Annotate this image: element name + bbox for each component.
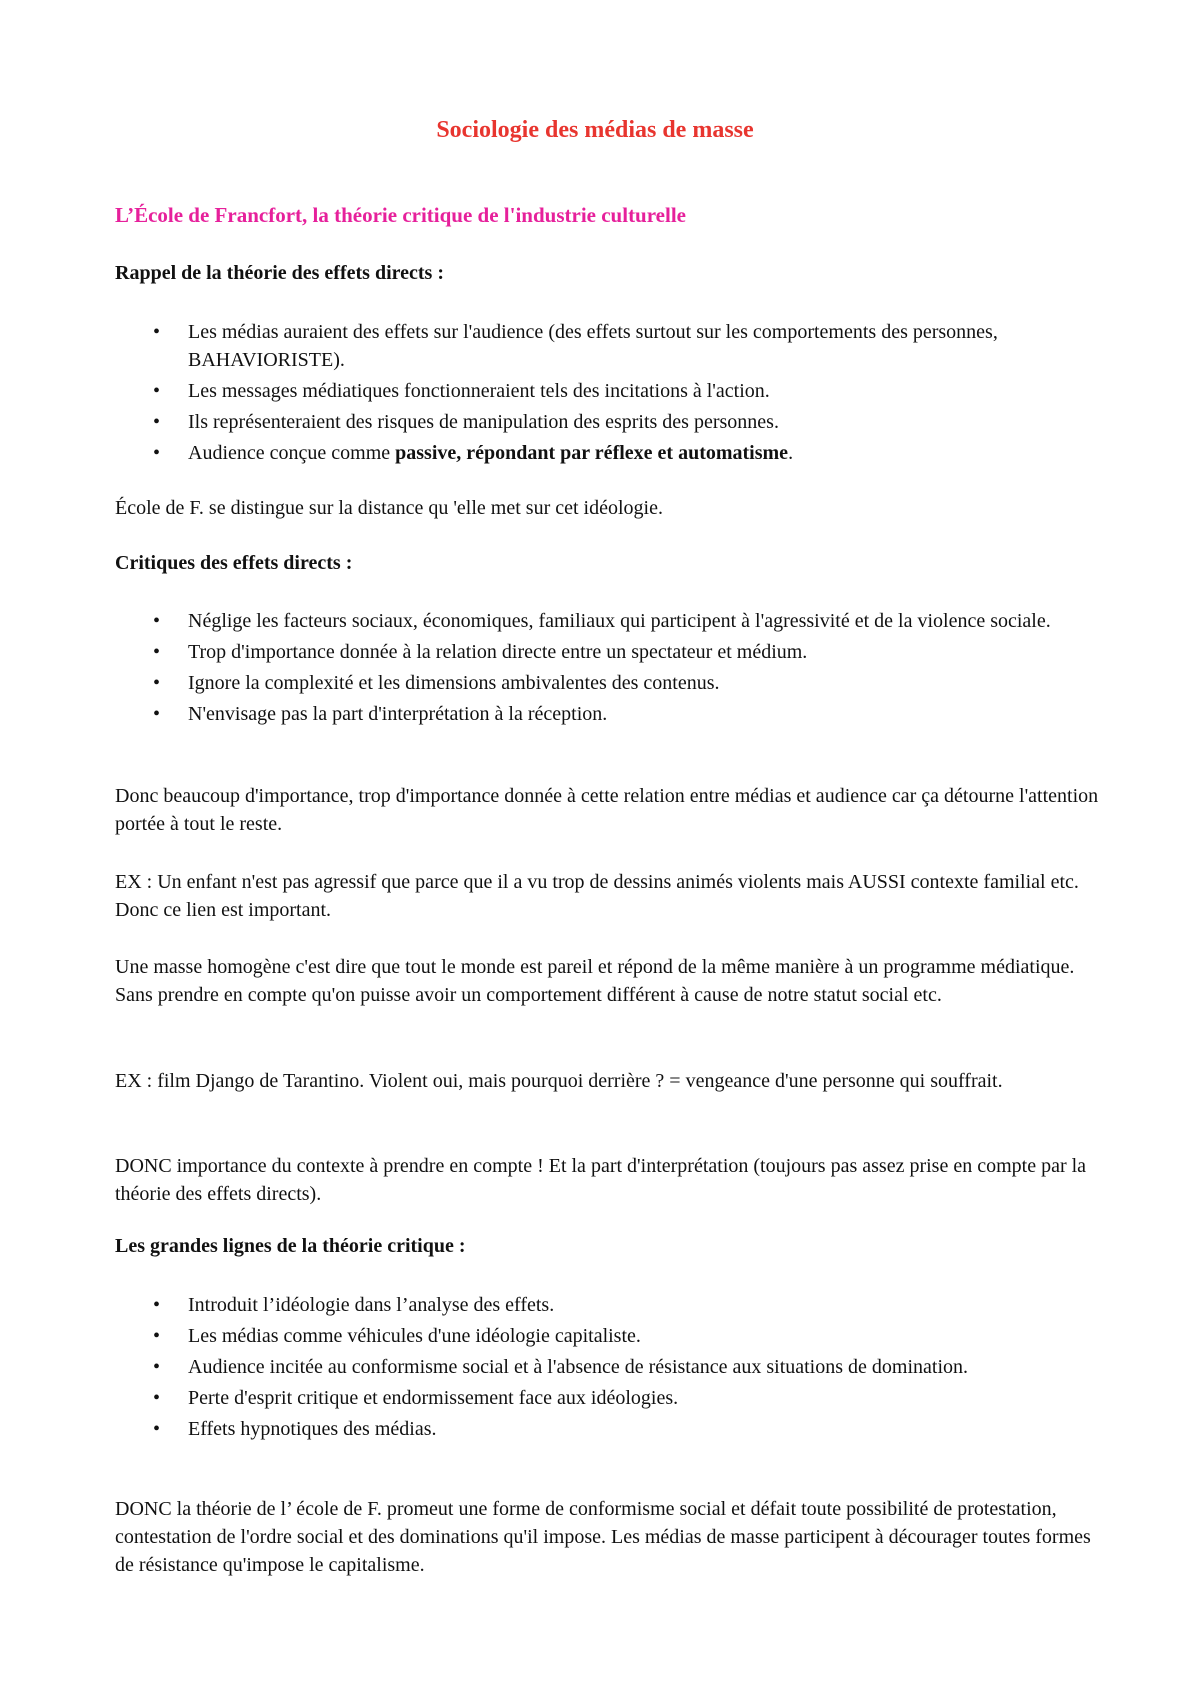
bullet-icon: • (153, 411, 161, 433)
list-item: • Perte d'esprit critique et endormissement face aux idéologies. (115, 1384, 1105, 1412)
bullet-icon: • (153, 703, 161, 725)
critiques-heading: Critiques des effets directs : (115, 552, 353, 574)
list-item: • Ignore la complexité et les dimensions ambivalentes des contenus. (115, 669, 1105, 697)
critiques-list (115, 607, 1105, 731)
paragraph: DONC importance du contexte à prendre en compte ! Et la part d'interprétation (toujours pas assez prise en compte par la théorie des effets directs). (115, 1155, 1087, 1205)
rappel-heading: Rappel de la théorie des effets directs : (115, 262, 445, 284)
grandes-lignes-heading: Les grandes lignes de la théorie critique : (115, 1235, 466, 1257)
list-item: • Effets hypnotiques des médias. (115, 1415, 1105, 1443)
emphasis-text: passive, répondant par réflexe et automatisme (395, 442, 789, 464)
paragraph: EX : Un enfant n'est pas agressif que parce que il a vu trop de dessins animés violents mais AUSSI contexte familial etc. Donc ce lien est important. (115, 871, 1079, 921)
bullet-icon: • (153, 1294, 161, 1316)
list-item: • Trop d'importance donnée à la relation directe entre un spectateur et médium. (115, 638, 1105, 666)
bullet-icon: • (153, 1356, 161, 1378)
bullet-icon: • (153, 442, 161, 464)
list-item: • N'envisage pas la part d'interprétation à la réception. (115, 700, 1105, 728)
bullet-icon: • (153, 672, 161, 694)
list-item: • Audience conçue comme passive, répondant par réflexe et automatisme. (115, 439, 1105, 467)
list-item: • Introduit l’idéologie dans l’analyse des effets. (115, 1291, 1105, 1319)
list-item: • Les messages médiatiques fonctionneraient tels des incitations à l'action. (115, 377, 1105, 405)
paragraph: Une masse homogène c'est dire que tout le monde est pareil et répond de la même manière à un programme médiatique. Sans prendre en compte qu'on puisse avoir un comportement différent à cause de notre statut social etc. (115, 956, 1075, 1006)
bullet-icon: • (153, 610, 161, 632)
conclusion-paragraph: DONC la théorie de l’ école de F. promeut une forme de conformisme social et défait toute possibilité de protestation, contestation de l'ordre social et des dominations qu'il impose. Les médias de masse participent à décourager toutes formes de résistance qu'impose le capitalisme. (115, 1498, 1091, 1576)
section-title: L’École de Francfort, la théorie critique de l'industrie culturelle (115, 203, 686, 227)
bullet-icon: • (153, 380, 161, 402)
paragraph: Donc beaucoup d'importance, trop d'importance donnée à cette relation entre médias et audience car ça détourne l'attention portée à tout le reste. (115, 785, 1099, 835)
ecole-paragraph: École de F. se distingue sur la distance qu 'elle met sur cet idéologie. (115, 497, 663, 519)
list-item: • Ils représenteraient des risques de manipulation des esprits des personnes. (115, 408, 1105, 436)
bullet-icon: • (153, 641, 161, 663)
list-item: • Les médias comme véhicules d'une idéologie capitaliste. (115, 1322, 1105, 1350)
list-item: • Les médias auraient des effets sur l'audience (des effets surtout sur les comportements des personnes, BAHAVIORISTE). (115, 318, 1105, 374)
bullet-icon: • (153, 1387, 161, 1409)
bullet-icon: • (153, 321, 161, 343)
document-title: Sociologie des médias de masse (436, 117, 754, 143)
bullet-icon: • (153, 1418, 161, 1440)
rappel-list (115, 318, 1105, 470)
paragraph: EX : film Django de Tarantino. Violent oui, mais pourquoi derrière ? = vengeance d'une personne qui souffrait. (115, 1070, 1003, 1092)
list-item: • Néglige les facteurs sociaux, économiques, familiaux qui participent à l'agressivité et de la violence sociale. (115, 607, 1105, 635)
list-item: • Audience incitée au conformisme social et à l'absence de résistance aux situations de domination. (115, 1353, 1105, 1381)
bullet-icon: • (153, 1325, 161, 1347)
grandes-lignes-list (115, 1291, 1105, 1446)
